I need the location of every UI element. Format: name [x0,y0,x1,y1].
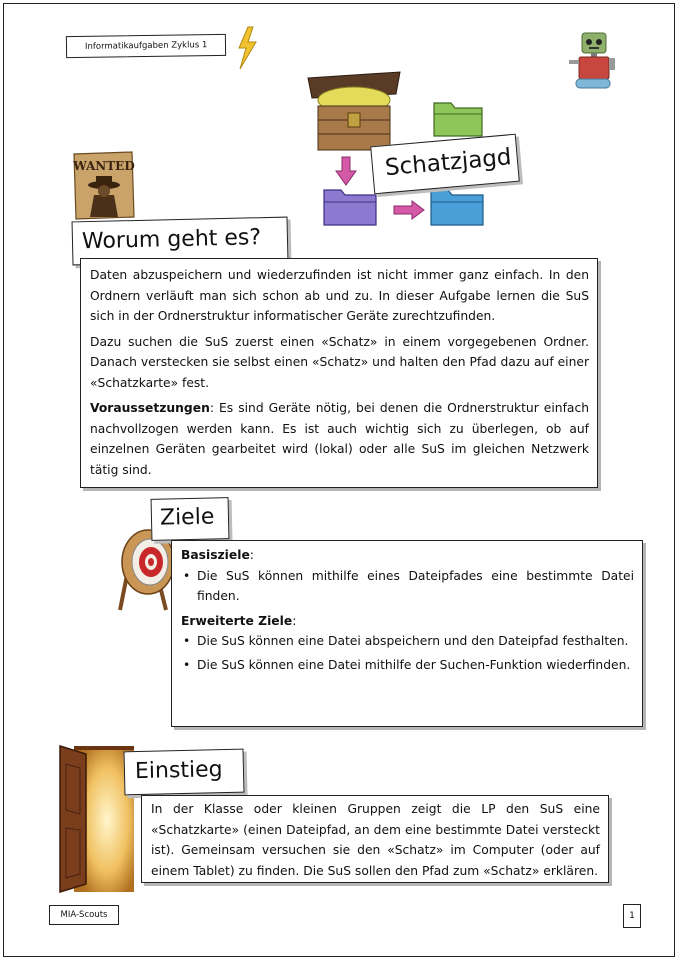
worum-content-box [80,258,598,488]
worum-paragraph-3 [90,398,589,480]
list-item: • Die SuS können eine Datei abspeichern und den Dateipfad festhalten. [181,631,634,652]
page-number: 1 [623,904,641,928]
voraussetzungen-text: : Es sind Geräte nötig, bei denen die Ordnerstruktur einfach nachvollzogen werden kann. Es ist auch wichtig sich zu überlegen, ob auf einzelnen Geräten gearbeitet wird (lokal) oder alle SuS im gleichen Netzwerk tätig sind. [90,401,589,477]
footer-brand: MIA-Scouts [49,905,119,925]
list-item: • Die SuS können mithilfe eines Dateipfades eine bestimmte Datei finden. [181,566,634,607]
voraussetzungen-label: Voraussetzungen [90,401,210,415]
erweiterte-ziele-list [181,631,634,675]
worum-paragraph-1: Daten abzuspeichern und wiederzufinden ist nicht immer ganz einfach. In den Ordnern verläuft man sich schon ab und zu. In dieser Aufgabe lernen die SuS sich in der Ordnerstruktur informatischer Geräte zurechtzufinden. [90,268,589,323]
erweiterte-ziele-heading: Erweiterte Ziele: [181,613,297,628]
lightning-bolt-icon [234,26,258,70]
green-folder-icon [431,97,485,139]
header-course-label: Informatikaufgaben Zyklus 1 [66,34,226,58]
robot-icon [566,30,618,94]
basisziele-heading: Basisziele: [181,548,254,562]
wanted-poster-text: WANTED [73,159,135,173]
blue-folder-icon [428,184,486,228]
einstieg-content-box [141,795,609,883]
treasure-chest-icon [300,68,408,156]
ziele-content-box [171,540,643,727]
basisziele-list [181,566,634,607]
arrow-down-icon [334,155,358,187]
section-title-einstieg: Einstieg [124,749,245,796]
purple-folder-icon [321,184,379,228]
section-title-ziele: Ziele [151,497,230,541]
worum-paragraph-2: Dazu suchen die SuS zuerst einen «Schatz» in einem vorgegebenen Ordner. Danach verstecken sie selbst einen «Schatz» und halten den Pfad dazu auf einer «Schatzkarte» fest. [90,334,589,390]
arrow-right-icon [392,199,426,221]
wanted-poster-icon [70,151,138,221]
einstieg-paragraph: In der Klasse oder kleinen Gruppen zeigt die LP den SuS eine «Schatzkarte» (einen Dateipfad, an dem eine bestimmte Datei versteckt ist). Gemeinsam versuchen sie den «Schatz» im Computer (oder auf einem Tablet) zu finden. Die SuS sollen den Pfad zum «Schatz» erklären. [151,802,600,878]
section-title-worum: Worum geht es? [72,217,289,266]
list-item: • Die SuS können eine Datei mithilfe der Suchen-Funktion wiederfinden. [181,655,634,676]
main-title: Schatzjagd [370,134,520,195]
